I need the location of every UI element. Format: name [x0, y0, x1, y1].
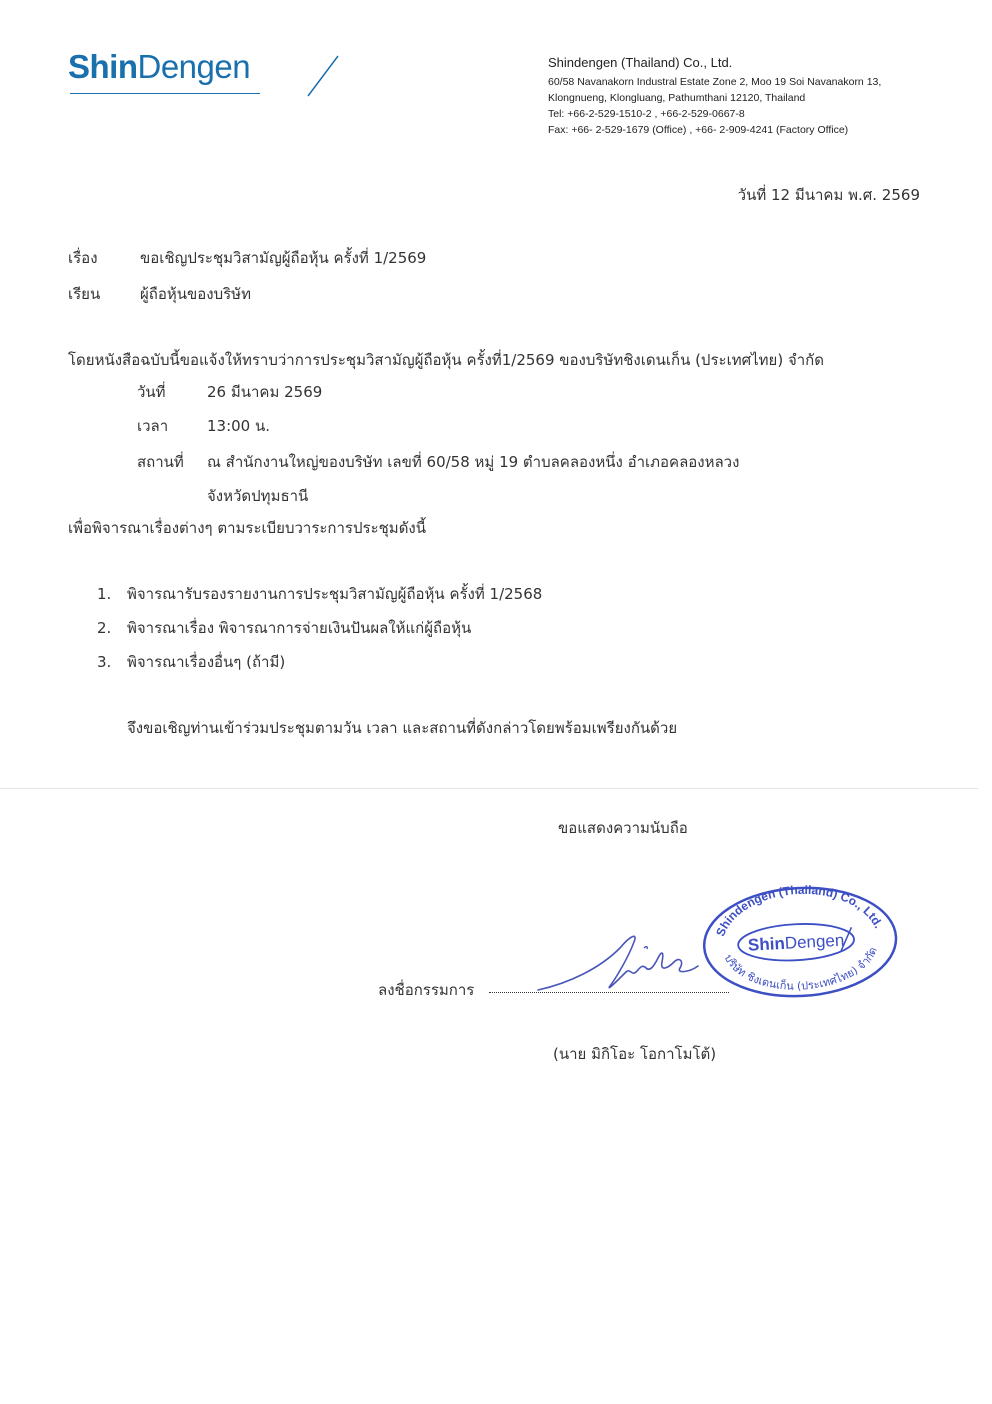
- meeting-place-line-2: จังหวัดปทุมธานี: [207, 487, 309, 505]
- recipient-label: เรียน: [68, 285, 101, 303]
- agenda-number: 2.: [97, 619, 112, 637]
- meeting-place-label: สถานที่: [137, 453, 184, 471]
- agenda-item: [97, 616, 471, 640]
- company-fax: Fax: +66- 2-529-1679 (Office) , +66- 2-909-4241 (Factory Office): [548, 124, 849, 136]
- letter-date: วันที่ 12 มีนาคม พ.ศ. 2569: [737, 186, 920, 204]
- stamp-brand-regular: Dengen: [784, 930, 845, 953]
- meeting-time-label: เวลา: [137, 417, 169, 435]
- company-name: Shindengen (Thailand) Co., Ltd.: [548, 55, 733, 70]
- subject-line: [68, 246, 426, 270]
- company-header: [548, 55, 968, 138]
- company-tel: Tel: +66-2-529-1510-2 , +66-2-529-0667-8: [548, 108, 745, 120]
- agenda-item: [97, 650, 285, 674]
- intro-paragraph: โดยหนังสือฉบับนี้ขอแจ้งให้ทราบว่าการประชุมวิสามัญผู้ถือหุ้น ครั้งที่1/2569 ของบริษัทชิงเดนเก็น (ประเทศไทย) จำกัด: [68, 351, 824, 369]
- meeting-time: 13:00 น.: [207, 417, 271, 435]
- agenda-text: พิจารณาเรื่องอื่นๆ (ถ้ามี): [127, 653, 286, 671]
- recipient-text: ผู้ถือหุ้นของบริษัท: [140, 285, 251, 303]
- meeting-time-line: [137, 414, 270, 438]
- agenda-item: [97, 582, 542, 606]
- recipient-line: [68, 282, 251, 306]
- svg-text:Shindengen (Thailand) Co., Ltd: [711, 880, 886, 939]
- signer-name: (นาย มิกิโอะ โอกาโมโต้): [553, 1045, 717, 1063]
- company-address-1: 60/58 Navanakorn Industral Estate Zone 2, Moo 19 Soi Navanakorn 13,: [548, 76, 882, 88]
- meeting-place-line: [137, 450, 739, 474]
- logo-brand-bold: Shin: [68, 48, 138, 85]
- company-address-2: Klongnueng, Klongluang, Pathumthani 12120, Thailand: [548, 92, 806, 104]
- company-logo: [68, 48, 288, 102]
- purpose-line: เพื่อพิจารณาเรื่องต่างๆ ตามระเบียบวาระการประชุมดังนี้: [68, 519, 427, 537]
- logo-underline: [70, 93, 260, 94]
- subject-text: ขอเชิญประชุมวิสามัญผู้ถือหุ้น ครั้งที่ 1/2569: [140, 249, 427, 267]
- logo-brand-regular: Dengen: [137, 48, 251, 85]
- fold-line: [0, 788, 978, 789]
- signature-label: ลงชื่อกรรมการ: [378, 981, 475, 999]
- logo-slash-icon: [298, 54, 350, 98]
- stamp-bottom-text: บริษัท ชิงเดนเก็น (ประเทศไทย) จำกัด: [721, 945, 880, 993]
- agenda-number: 1.: [97, 585, 112, 603]
- meeting-date-line: [137, 380, 322, 404]
- stamp-top-text: Shindengen (Thailand) Co., Ltd.: [713, 882, 886, 939]
- stamp-brand-bold: Shin: [747, 933, 786, 955]
- subject-label: เรื่อง: [68, 249, 98, 267]
- agenda-number: 3.: [97, 653, 112, 671]
- agenda-text: พิจารณารับรองรายงานการประชุมวิสามัญผู้ถือหุ้น ครั้งที่ 1/2568: [127, 585, 543, 603]
- agenda-text: พิจารณาเรื่อง พิจารณาการจ่ายเงินปันผลให้แก่ผู้ถือหุ้น: [127, 619, 472, 637]
- meeting-date-label: วันที่: [137, 383, 166, 401]
- meeting-place: ณ สำนักงานใหญ่ของบริษัท เลขที่ 60/58 หมู่ 19 ตำบลคลองหนึ่ง อำเภอคลองหลวง: [207, 453, 740, 471]
- regards-text: ขอแสดงความนับถือ: [558, 819, 688, 837]
- company-stamp: [700, 880, 900, 1004]
- meeting-date: 26 มีนาคม 2569: [207, 383, 323, 401]
- handwritten-signature: [530, 928, 720, 998]
- svg-text:ShinDengen: [748, 931, 845, 955]
- closing-paragraph: จึงขอเชิญท่านเข้าร่วมประชุมตามวัน เวลา และสถานที่ดังกล่าวโดยพร้อมเพรียงกันด้วย: [127, 719, 678, 737]
